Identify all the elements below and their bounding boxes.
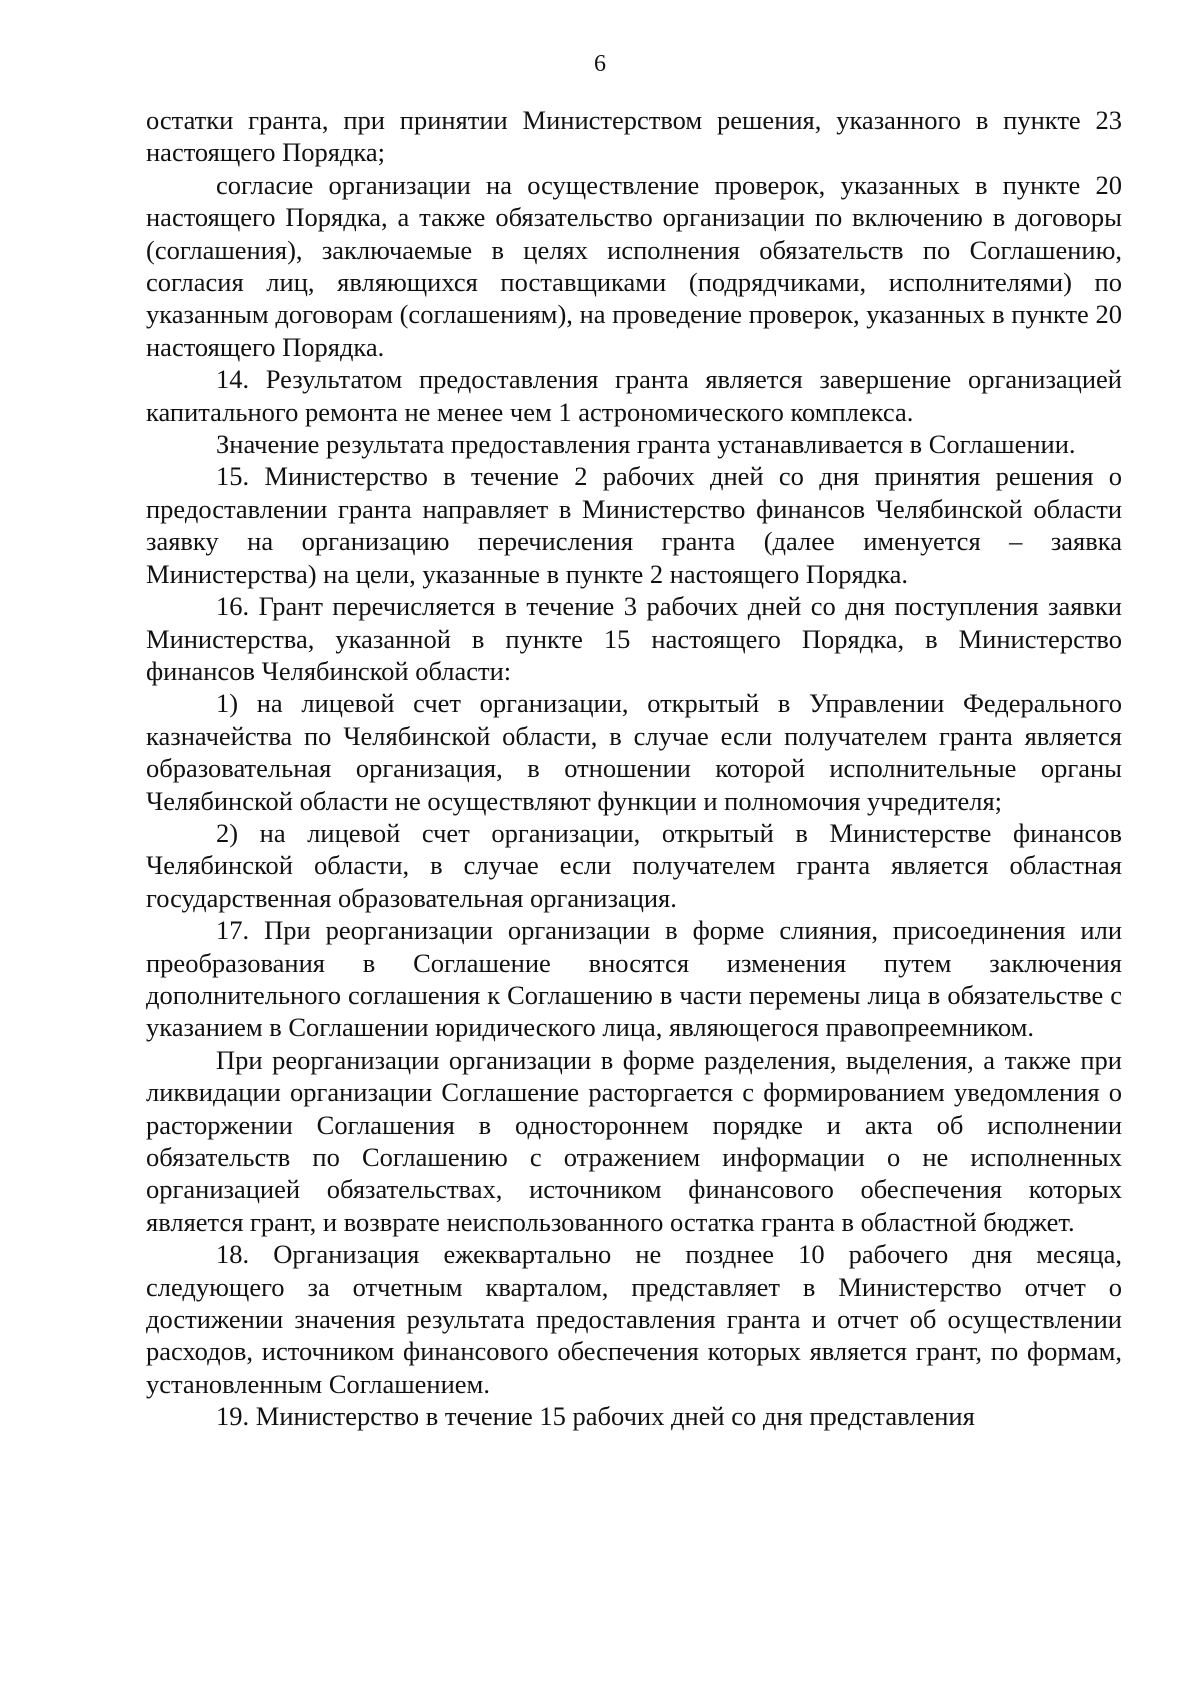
paragraph-17: 17. При реорганизации организации в форме слияния, присоединения или преобразования в Соглашение вносятся изменения путем заключения дополнительного соглашения к Соглашению в части перемены лица в обязательстве с указанием в Соглашении юридического лица, являющегося правопреемником. [146, 915, 1122, 1043]
document-body [146, 104, 1122, 1433]
paragraph-14: 14. Результатом предоставления гранта является завершение организацией капитального ремонта не менее чем 1 астрономического комплекса. [146, 364, 1122, 427]
paragraph-15: 15. Министерство в течение 2 рабочих дней со дня принятия решения о предоставлении гранта направляет в Министерство финансов Челябинской области заявку на организацию перечисления гранта (далее именуется – заявка Министерства) на цели, указанные в пункте 2 настоящего Порядка. [146, 461, 1122, 589]
page-number: 6 [594, 51, 606, 77]
paragraph-16-item-2: 2) на лицевой счет организации, открытый в Министерстве финансов Челябинской области, в случае если получателем гранта является областная государственная образовательная организация. [146, 817, 1122, 913]
paragraph: При реорганизации организации в форме разделения, выделения, а также при ликвидации организации Соглашение расторгается с формированием уведомления о расторжении Соглашения в одностороннем порядке и акта об исполнении обязательств по Соглашению с отражением информации о не исполненных организацией обязательствах, источником финансового обеспечения которых является грант, и возврате неиспользованного остатка гранта в областной бюджет. [146, 1044, 1122, 1237]
paragraph-16: 16. Грант перечисляется в течение 3 рабочих дней со дня поступления заявки Министерства, указанной в пункте 15 настоящего Порядка, в Министерство финансов Челябинской области: [146, 591, 1122, 686]
paragraph: согласие организации на осуществление проверок, указанных в пункте 20 настоящего Порядка, а также обязательство организации по включению в договоры (соглашения), заключаемые в целях исполнения обязательств по Соглашению, согласия лиц, являющихся поставщиками (подрядчиками, исполнителями) по указанным договорам (соглашениям), на проведение проверок, указанных в пункте 20 настоящего Порядка. [146, 169, 1122, 362]
paragraph-18: 18. Организация ежеквартально не позднее 10 рабочего дня месяца, следующего за отчетным кварталом, представляет в Министерство отчет о достижении значения результата предоставления гранта и отчет об осуществлении расходов, источником финансового обеспечения которых является грант, по формам, установленным Соглашением. [146, 1239, 1122, 1399]
paragraph-19: 19. Министерство в течение 15 рабочих дней со дня представления [216, 1401, 975, 1432]
paragraph: Значение результата предоставления гранта устанавливается в Соглашении. [216, 429, 1076, 460]
paragraph-continuation: остатки гранта, при принятии Министерством решения, указанного в пункте 23 настоящего Порядка; [146, 105, 1122, 168]
paragraph-16-item-1: 1) на лицевой счет организации, открытый в Управлении Федерального казначейства по Челябинской области, в случае если получателем гранта является образовательная организация, в отношении которой исполнительные органы Челябинской области не осуществляют функции и полномочия учредителя; [146, 688, 1122, 816]
